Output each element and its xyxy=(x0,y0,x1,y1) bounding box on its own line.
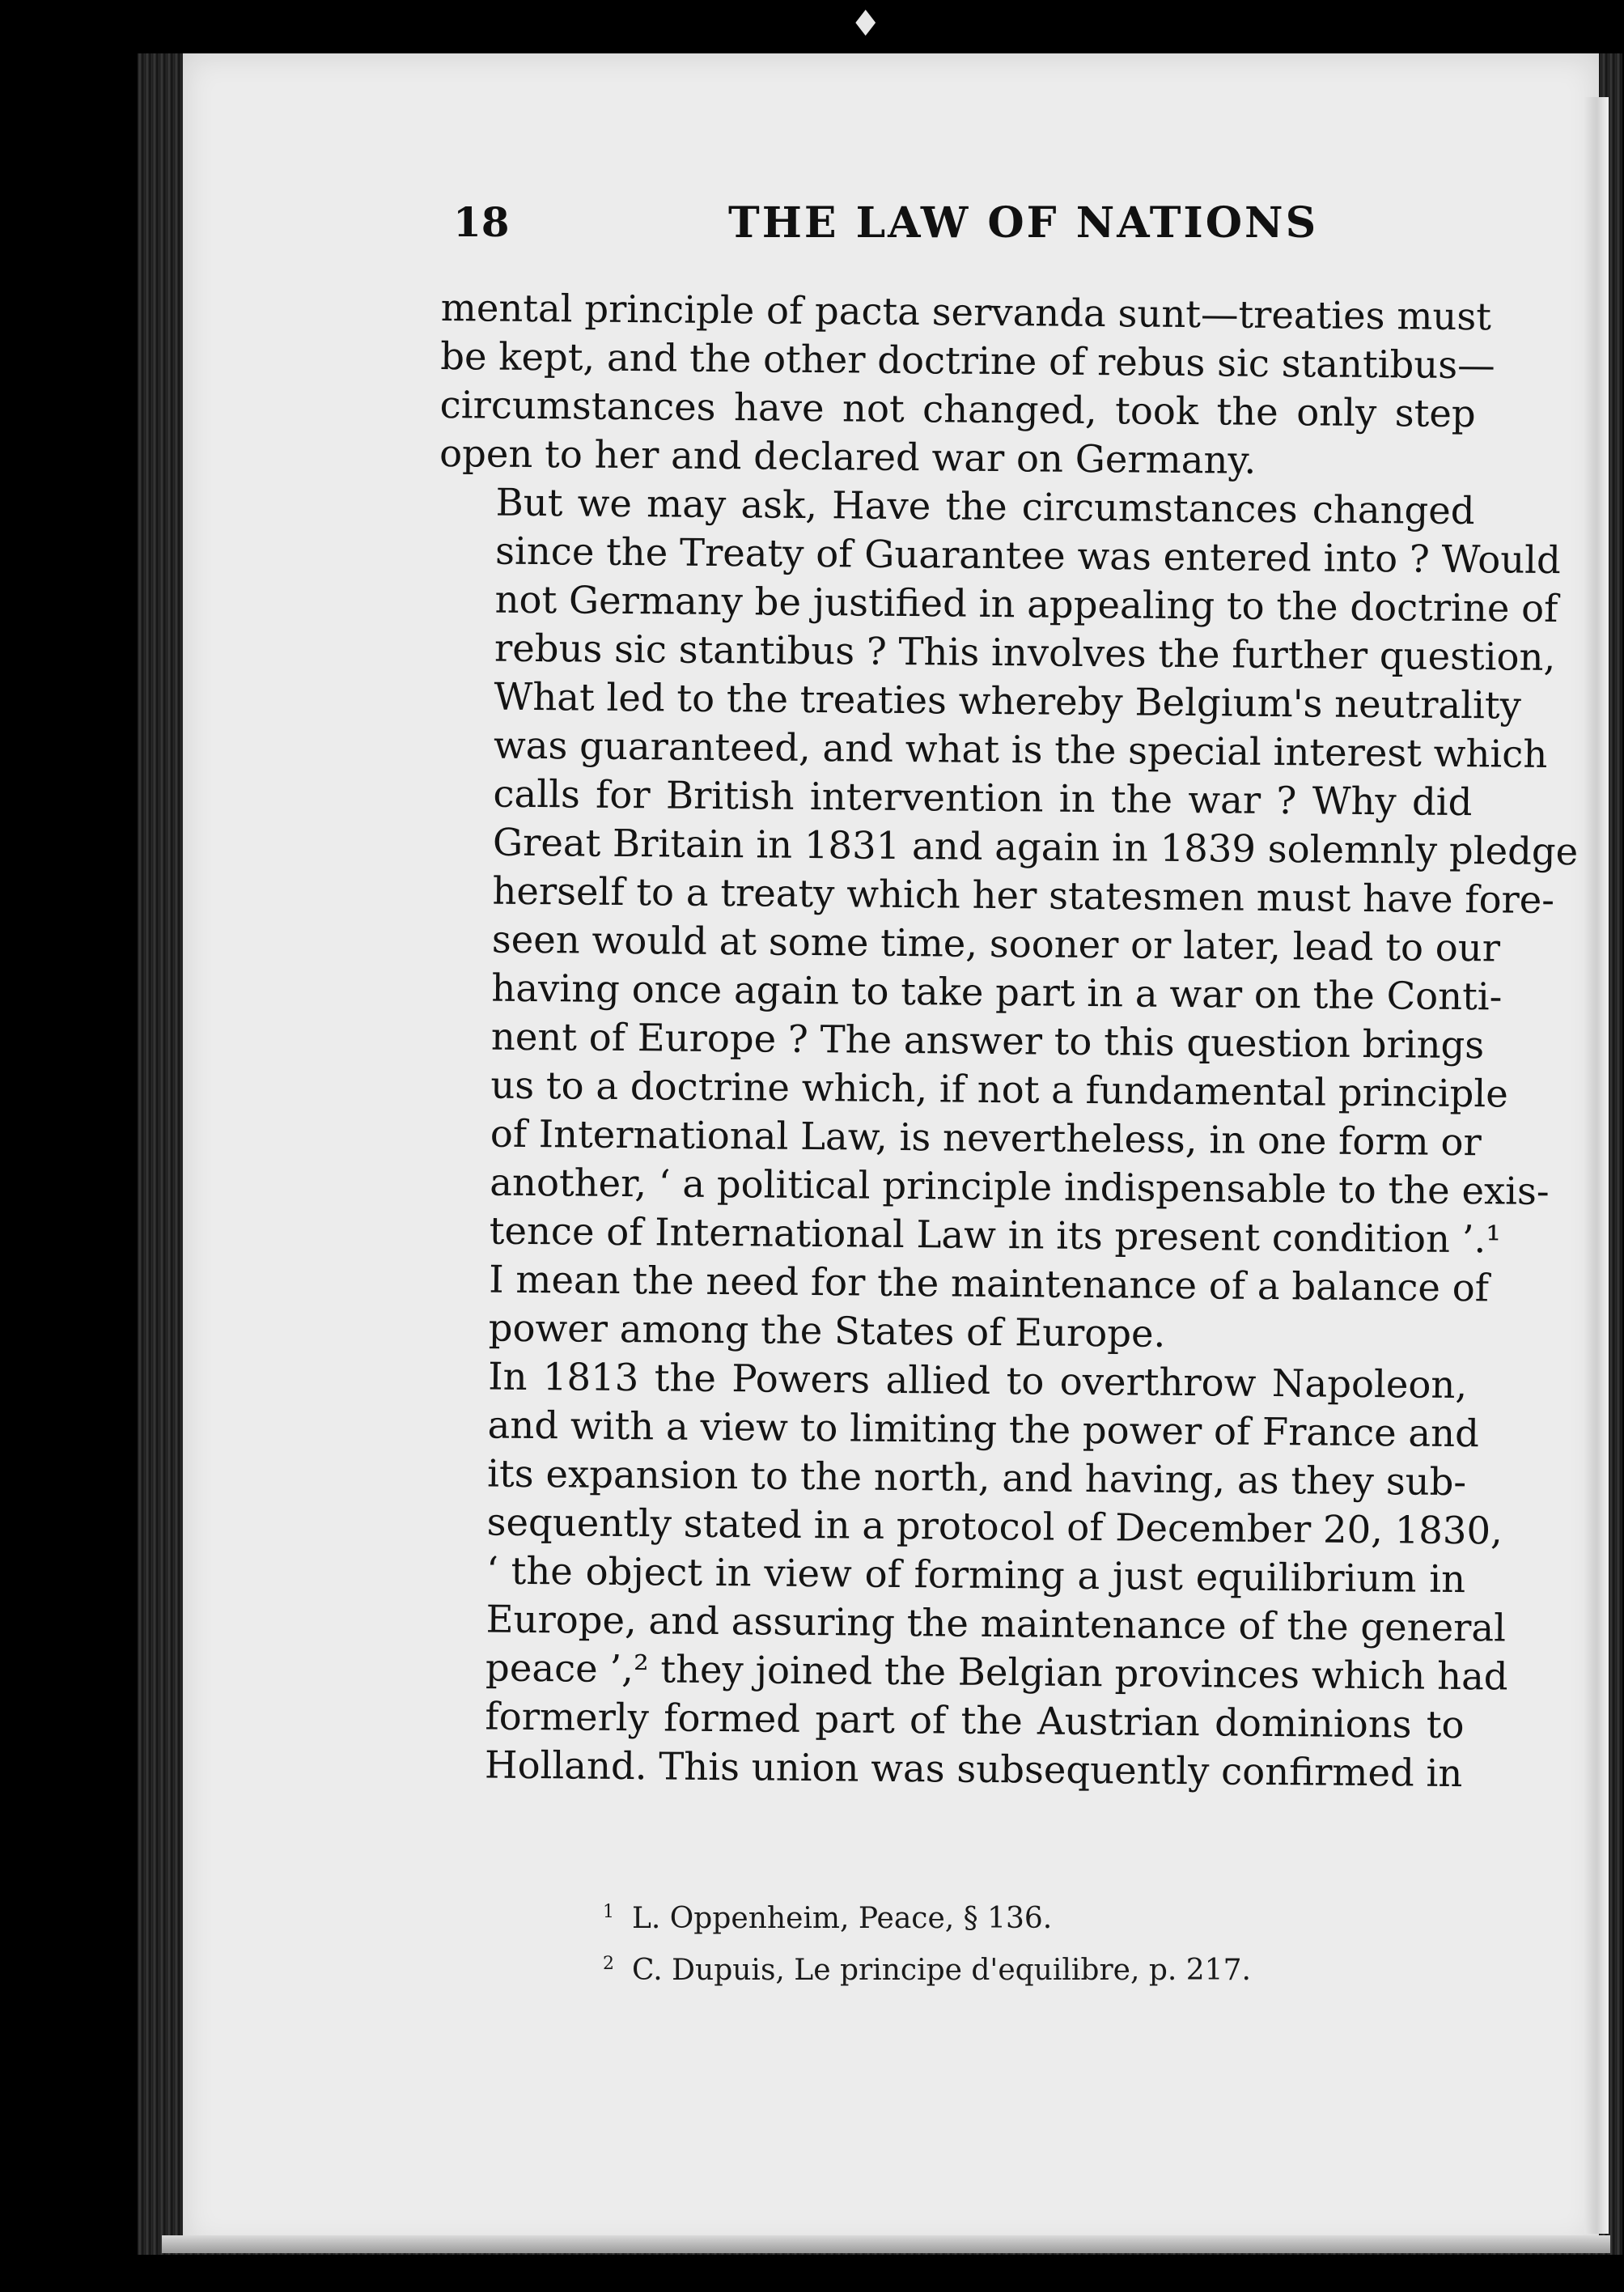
text-line: seen would at some time, sooner or later, lead to our xyxy=(491,917,1501,970)
text-line: since the Treaty of Guarantee was entered into ? Would xyxy=(494,528,1562,583)
paragraph xyxy=(439,283,1495,486)
text-line: tence of International Law in its present condition ’.¹ xyxy=(489,1208,1502,1262)
footnote xyxy=(603,1890,1331,1942)
footnote xyxy=(603,1942,1331,1993)
text-line: calls for British intervention in the war ? Why did xyxy=(493,771,1473,825)
text-line: and with a view to limiting the power of France and xyxy=(487,1403,1480,1456)
footnote-text: C. Dupuis, Le principe d'equilibre, p. 217. xyxy=(632,1954,1251,1987)
page-header xyxy=(453,198,1473,263)
text-line: But we may ask, Have the circumstances changed xyxy=(495,480,1475,533)
text-line: mental principle of pacta servanda sunt—treaties must xyxy=(440,285,1492,339)
text-line: its expansion to the north, and having, as they sub- xyxy=(486,1451,1467,1505)
text-line: formerly formed part of the Austrian dominions to xyxy=(485,1694,1465,1747)
text-line: I mean the need for the maintenance of a balance of xyxy=(489,1257,1490,1310)
footnote-text: L. Oppenheim, Peace, § 136. xyxy=(632,1902,1053,1935)
text-line: not Germany be justified in appealing to the doctrine of xyxy=(494,577,1558,631)
text-line: circumstances have not changed, took the only step xyxy=(439,382,1476,436)
text-line: In 1813 the Powers allied to overthrow Napoleon, xyxy=(487,1354,1468,1407)
text-line: ‘ the object in view of forming a just equilibrium in xyxy=(486,1548,1466,1602)
text-line: What led to the treaties whereby Belgium's neutrality xyxy=(494,674,1522,728)
text-line: open to her and declared war on Germany. xyxy=(439,431,1257,482)
footnote-marker: 2 xyxy=(603,1954,614,1974)
running-head: THE LAW OF NATIONS xyxy=(728,198,1319,248)
text-line: another, ‘ a political principle indispensable to the exis- xyxy=(490,1160,1550,1213)
footnotes xyxy=(603,1890,1331,1993)
text-line: Great Britain in 1831 and again in 1839 solemnly pledge xyxy=(492,820,1579,874)
footnote-marker: 1 xyxy=(603,1902,614,1922)
text-line: Holland. This union was subsequently confirmed in xyxy=(484,1742,1463,1796)
text-line: was guaranteed, and what is the special interest which xyxy=(493,723,1548,776)
text-line: power among the States of Europe. xyxy=(488,1305,1166,1356)
page-number: 18 xyxy=(453,198,510,246)
body-text xyxy=(428,283,1579,1798)
text-line: of International Law, is nevertheless, in one form or xyxy=(490,1111,1482,1165)
text-line: rebus sic stantibus ? This involves the further question, xyxy=(494,626,1556,680)
text-line: Europe, and assuring the maintenance of the general xyxy=(486,1597,1507,1650)
page-edge-bottom xyxy=(162,2235,1610,2253)
page-edge-right xyxy=(1584,97,1609,2234)
text-line: herself to a treaty which her statesmen must have fore- xyxy=(492,868,1555,923)
text-line: be kept, and the other doctrine of rebus sic stantibus— xyxy=(439,333,1495,388)
text-line: us to a doctrine which, if not a fundamental principle xyxy=(490,1063,1508,1116)
text-line: having once again to take part in a war on the Conti- xyxy=(491,966,1503,1019)
scan-mark-icon: ♦ xyxy=(850,3,882,45)
paragraph xyxy=(428,1352,1508,1798)
paragraph xyxy=(431,478,1579,1360)
text-line: peace ’,² they joined the Belgian provinces which had xyxy=(485,1645,1508,1699)
text-line: sequently stated in a protocol of December 20, 1830, xyxy=(486,1500,1503,1553)
text-line: nent of Europe ? The answer to this question brings xyxy=(490,1014,1485,1067)
